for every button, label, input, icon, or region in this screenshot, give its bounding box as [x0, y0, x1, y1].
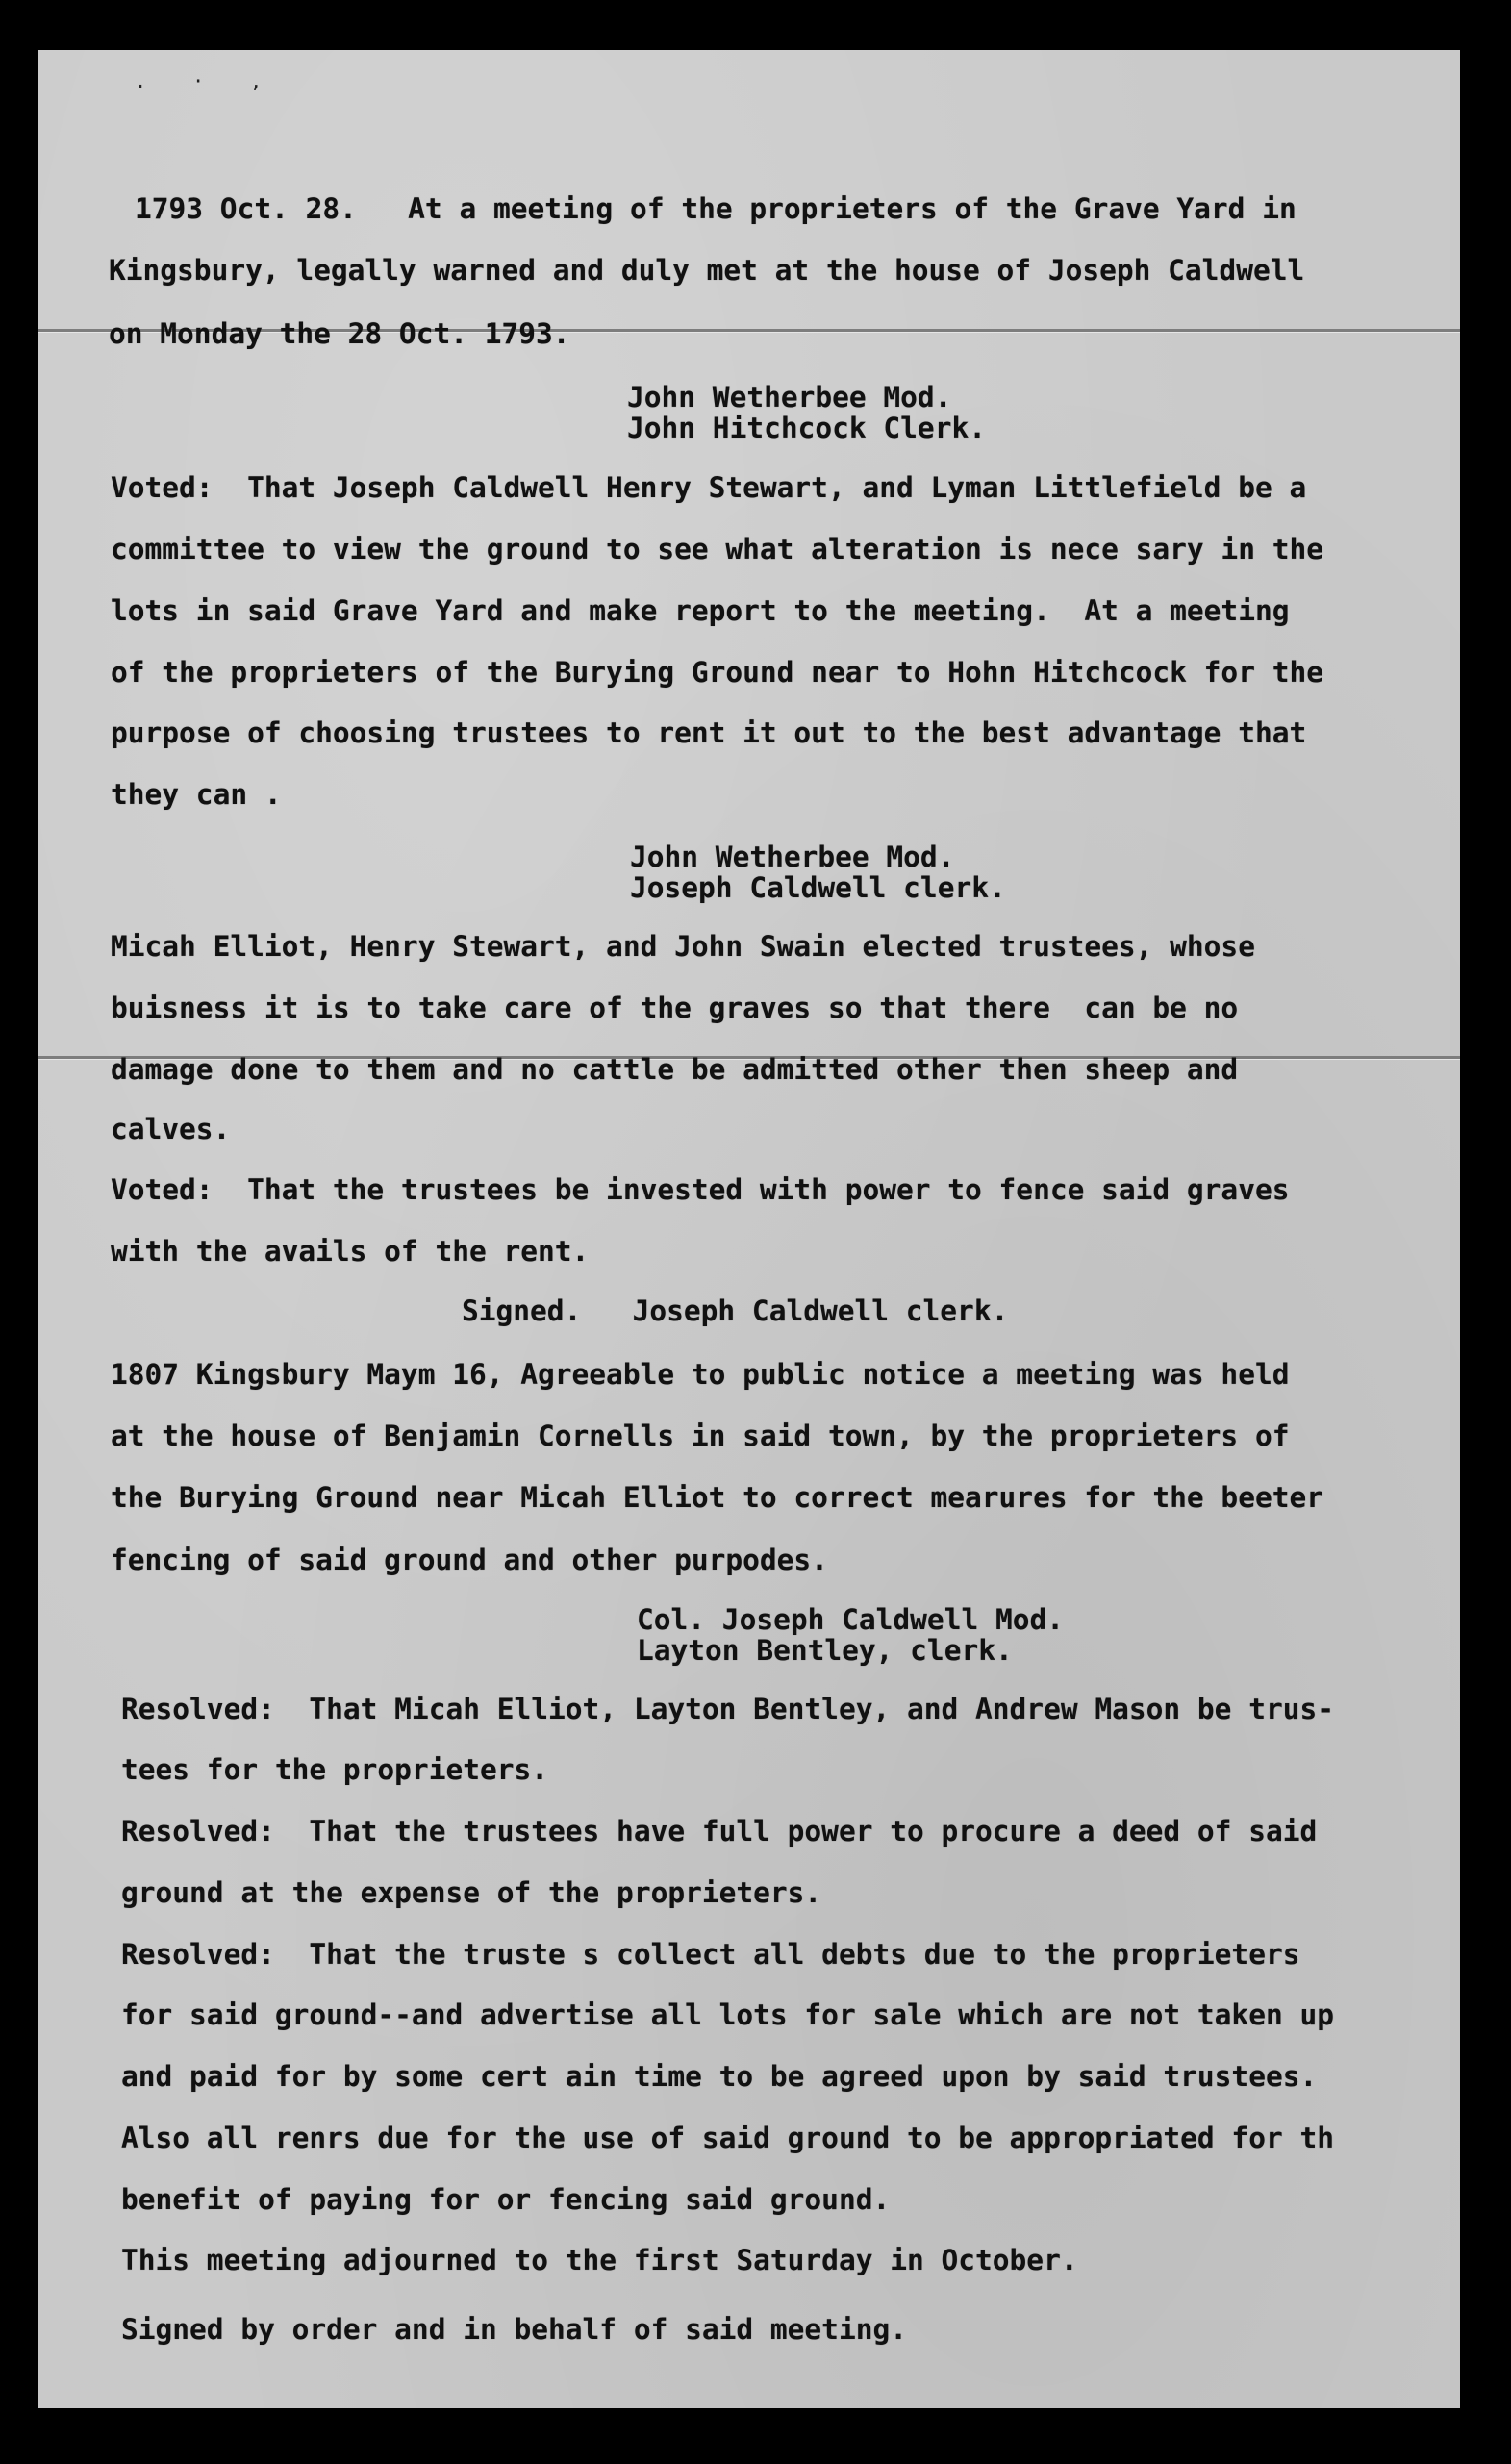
text-line: at the house of Benjamin Cornells in said town, by the proprieters of	[111, 1420, 1290, 1452]
text-line: Resolved: That the truste s collect all debts due to the proprieters	[121, 1938, 1300, 1971]
text-line: benefit of paying for or fencing said ground.	[121, 2183, 891, 2216]
text-line: with the avails of the rent.	[111, 1235, 590, 1268]
signature-line: John Wetherbee Mod.	[630, 841, 955, 873]
text-line: Resolved: That the trustees have full power to procure a deed of said	[121, 1815, 1318, 1848]
text-line: they can .	[111, 778, 282, 811]
corner-marks: . · ,	[135, 69, 280, 92]
text-line: Micah Elliot, Henry Stewart, and John Swain elected trustees, whose	[111, 930, 1255, 963]
text-line: for said ground--and advertise all lots for sale which are not taken up	[121, 1999, 1334, 2031]
text-line: of the proprieters of the Burying Ground near to Hohn Hitchcock for the	[111, 656, 1323, 689]
text-line: damage done to them and no cattle be admitted other then sheep and	[111, 1053, 1239, 1086]
text-line: Voted: That Joseph Caldwell Henry Stewart, and Lyman Littlefield be a	[111, 471, 1307, 504]
text-line: 1807 Kingsbury Maym 16, Agreeable to public notice a meeting was held	[111, 1358, 1290, 1391]
document-page	[38, 50, 1460, 2408]
text-line: committee to view the ground to see what alteration is nece sary in the	[111, 533, 1323, 566]
text-line: fencing of said ground and other purpodes.	[111, 1544, 828, 1576]
signature-line: John Wetherbee Mod.	[627, 381, 952, 414]
text-line: ground at the expense of the proprieters.	[121, 1876, 822, 1909]
signature-line: Joseph Caldwell clerk.	[630, 871, 1006, 904]
signature-line: Signed. Joseph Caldwell clerk.	[462, 1295, 1009, 1327]
text-line: the Burying Ground near Micah Elliot to correct mearures for the beeter	[111, 1481, 1323, 1514]
text-line: on Monday the 28 Oct. 1793.	[109, 317, 570, 350]
text-line: calves.	[111, 1113, 231, 1145]
text-line: Voted: That the trustees be invested with power to fence said graves	[111, 1173, 1290, 1206]
text-line: tees for the proprieters.	[121, 1753, 549, 1786]
text-line: Kingsbury, legally warned and duly met at the house of Joseph Caldwell	[109, 254, 1305, 287]
text-line: lots in said Grave Yard and make report to the meeting. At a meeting	[111, 594, 1290, 627]
signature-line: Layton Bentley, clerk.	[637, 1634, 1013, 1667]
text-line: 1793 Oct. 28. At a meeting of the proprieters of the Grave Yard in	[135, 192, 1297, 225]
text-line: This meeting adjourned to the first Saturday in October.	[121, 2244, 1078, 2276]
signature-line: John Hitchcock Clerk.	[627, 412, 986, 444]
text-line: Resolved: That Micah Elliot, Layton Bentley, and Andrew Mason be trus-	[121, 1693, 1334, 1725]
text-line: Also all renrs due for the use of said ground to be appropriated for th	[121, 2122, 1334, 2154]
text-line: buisness it is to take care of the graves so that there can be no	[111, 992, 1239, 1024]
text-line: and paid for by some cert ain time to be agreed upon by said trustees.	[121, 2060, 1318, 2093]
signature-line: Col. Joseph Caldwell Mod.	[637, 1603, 1065, 1636]
text-line: Signed by order and in behalf of said meeting.	[121, 2313, 907, 2346]
text-line: purpose of choosing trustees to rent it out to the best advantage that	[111, 717, 1307, 749]
